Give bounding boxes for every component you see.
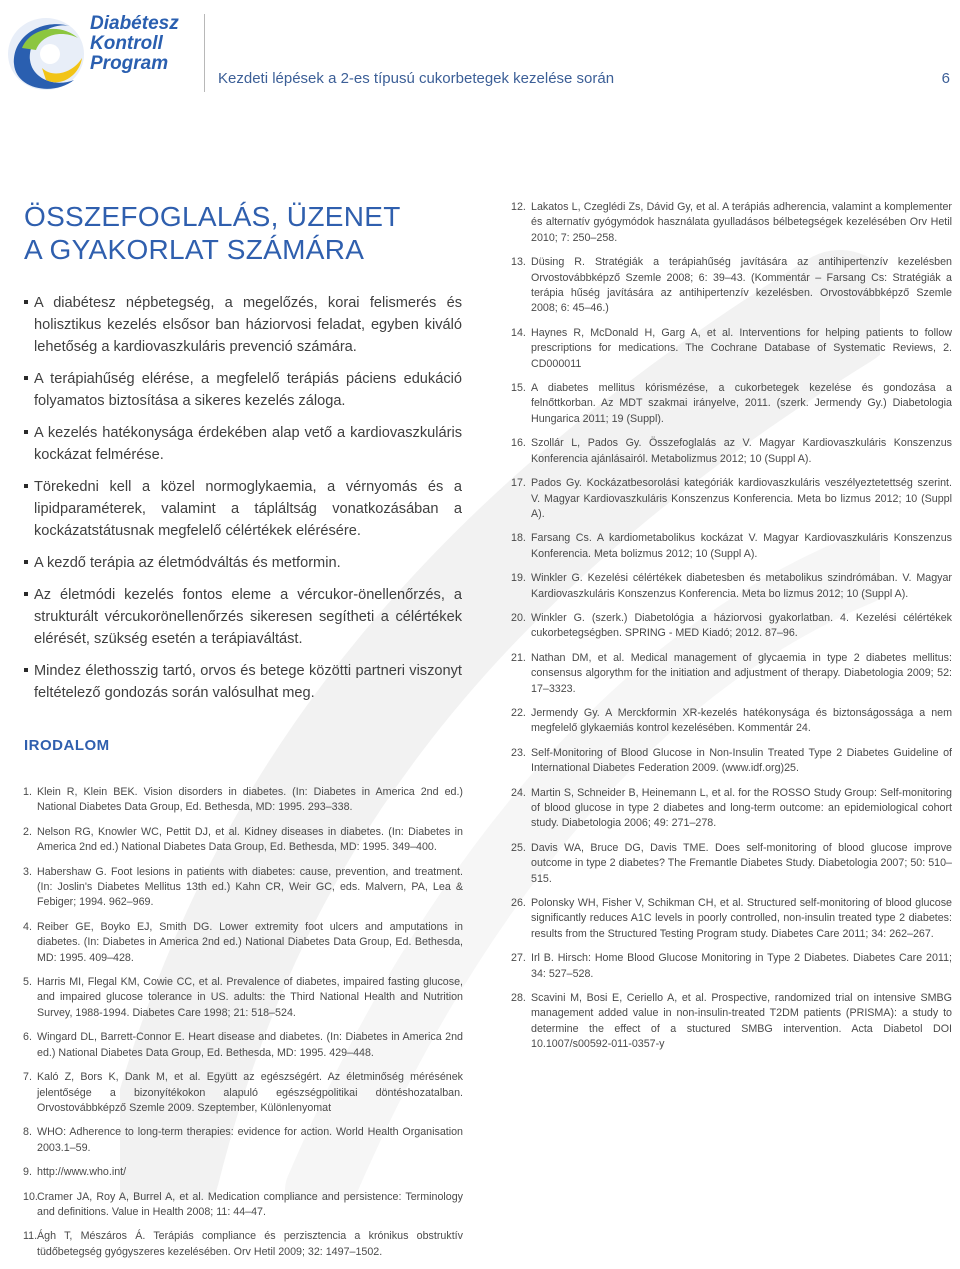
reference-item bbox=[511, 651, 952, 697]
summary-bullet: A kezdő terápia az életmódváltás és metformin. bbox=[24, 552, 462, 574]
reference-number: 11. bbox=[23, 1230, 38, 1243]
reference-text: Nelson RG, Knowler WC, Pettit DJ, et al. Kidney diseases in diabetes. (In: Diabetes in America 2nd ed.) National Diabetes Data Group, Ed. Bethesda, MD: 1995. 349–400. bbox=[37, 825, 463, 854]
reference-item bbox=[511, 841, 952, 887]
reference-number: 24. bbox=[511, 786, 526, 799]
reference-number: 17. bbox=[511, 477, 526, 490]
logo-line-2: Kontroll bbox=[90, 33, 163, 54]
reference-number: 28. bbox=[511, 992, 526, 1005]
section-title-line-1: ÖSSZEFOGLALÁS, ÜZENET bbox=[24, 201, 401, 232]
references-heading: IRODALOM bbox=[24, 737, 110, 754]
reference-item bbox=[511, 571, 952, 602]
summary-bullet: Mindez élethosszig tartó, orvos és betege közötti partneri viszonyt feltételező gondozás során valósulhat meg. bbox=[24, 660, 462, 704]
reference-number: 5. bbox=[23, 976, 32, 989]
summary-bullet: A diabétesz népbetegség, a megelőzés, korai felismerés és holisztikus kezelés elsősor ban háziorvosi feladat, egyben kiváló lehetőség a kardiovaszkuláris prevenció számára. bbox=[24, 292, 462, 358]
reference-item bbox=[511, 200, 952, 246]
reference-number: 10. bbox=[23, 1190, 38, 1203]
reference-number: 22. bbox=[511, 706, 526, 719]
reference-item bbox=[511, 476, 952, 522]
summary-bullet: Törekedni kell a közel normoglykaemia, a vérnyomás és a lipidparaméterek, valamint a tápláltság vonatkozásában a kockázatstátusnak megfelelő célértékek elérésére. bbox=[24, 476, 462, 542]
reference-item bbox=[23, 1125, 463, 1156]
summary-bullet-list bbox=[24, 292, 462, 704]
reference-text: Habershaw G. Foot lesions in patients with diabetes: cause, prevention, and treatment. (In: Joslin's Diabetes Mellitus 13th ed.) Kahn CR, Weir GC, eds. Malvern, PA, Lea & Febiger; 1994. 962–969. bbox=[37, 865, 463, 909]
reference-item bbox=[23, 920, 463, 966]
reference-number: 2. bbox=[23, 825, 32, 838]
reference-text: Martin S, Schneider B, Heinemann L, et al. for the ROSSO Study Group: Self-monitoring of blood glucose in type 2 diabetes and long-term outcome: an epidemiological cohort study. Diabetologia 2006; 49: 271–278. bbox=[531, 786, 952, 830]
header-divider bbox=[204, 14, 205, 92]
reference-item bbox=[23, 825, 463, 856]
reference-number: 26. bbox=[511, 897, 526, 910]
reference-text: Winkler G. Kezelési célértékek diabetesben és metabolikus szindrómában. V. Magyar Kardiovaszkuláris Konszenzus Konferencia. Meta bo lizmus 2012; 10 (Suppl A). bbox=[531, 572, 952, 600]
reference-text: Jermendy Gy. A Merckformin XR-kezelés hatékonysága és biztonságossága a nem megfelelő glykaemiás kontrol kezelésében. Kommentár 24. bbox=[531, 706, 952, 735]
reference-number: 9. bbox=[23, 1166, 32, 1179]
summary-section bbox=[24, 200, 462, 714]
reference-item bbox=[511, 786, 952, 832]
reference-text: Davis WA, Bruce DG, Davis TME. Does self-monitoring of blood glucose improve outcome in type 2 diabetes? The Fremantle Diabetes Study. Diabetologia 2007; 50: 510–515. bbox=[531, 841, 952, 885]
reference-item bbox=[511, 951, 952, 982]
reference-item bbox=[23, 1070, 463, 1116]
reference-item bbox=[23, 785, 463, 816]
reference-text: Haynes R, McDonald H, Garg A, et al. Interventions for helping patients to follow prescriptions for medications. The Cochrane Database of Systematic Reviews, 2. CD000011 bbox=[531, 326, 952, 370]
reference-item bbox=[23, 865, 463, 911]
logo-line-1: Diabétesz bbox=[90, 13, 179, 34]
reference-text: Kaló Z, Bors K, Dank M, et al. Együtt az egészségért. Az életminőség mérésének jelentősége a bizonyítékokon alapuló egészségpolitikai döntéshozatalban. Orvostovábbképző Szemle 2009. Szeptember, Különlenyomat bbox=[37, 1071, 463, 1114]
reference-number: 4. bbox=[23, 920, 32, 933]
page-number: 6 bbox=[941, 70, 950, 87]
reference-number: 12. bbox=[511, 201, 526, 213]
reference-item bbox=[511, 896, 952, 942]
reference-item bbox=[511, 381, 952, 427]
reference-text: Wingard DL, Barrett-Connor E. Heart disease and diabetes. (In: Diabetes in America 2nd ed.) National Diabetes Data Group, Ed. Bethesda, MD: 1995. 429–448. bbox=[37, 1031, 463, 1059]
reference-text: Düsing R. Stratégiák a terápiahűség javítására az antihipertenzív kezelésben Orvostovábbképző Szemle 2008; 6: 39–43. (Kommentár – Farsang Cs: Stratégiák a terápia hűség javítására az antihipertenzív kezelésben. Orvostovábbképző Szemle 2008; 6: 45–46.) bbox=[531, 256, 952, 315]
header-title: Kezdeti lépések a 2-es típusú cukorbetegek kezelése során bbox=[218, 70, 615, 87]
page-header bbox=[0, 0, 960, 120]
reference-text: Cramer JA, Roy A, Burrel A, et al. Medication compliance and persistence: Terminology and definitions. Value in Health 2008; 11: 44–47. bbox=[37, 1190, 463, 1218]
logo-line-3: Program bbox=[90, 53, 169, 74]
reference-number: 23. bbox=[511, 746, 526, 759]
reference-item bbox=[23, 1229, 463, 1260]
reference-item bbox=[23, 975, 463, 1021]
reference-number: 3. bbox=[23, 865, 32, 878]
reference-text: Harris MI, Flegal KM, Cowie CC, et al. Prevalence of diabetes, impaired fasting glucose, and impaired glucose tolerance in US. adults: the Third National Health and Nutrition Survey, 1988-1994. Diabetes Care 1998; 21: 518–524. bbox=[37, 976, 463, 1019]
reference-number: 7. bbox=[23, 1071, 32, 1084]
reference-text: http://www.who.int/ bbox=[37, 1166, 127, 1179]
reference-text: A diabetes mellitus kórismézése, a cukorbetegek kezelése és gondozása a felnőttkorban. Az MDT szakmai irányelve, 2011. (szerk. Jermendy Gy.) Diabetologia Hungarica 2011; 19 (Suppl). bbox=[531, 382, 952, 425]
reference-number: 8. bbox=[23, 1126, 32, 1139]
reference-list-right bbox=[511, 200, 952, 1053]
references-right-column bbox=[511, 200, 952, 1062]
reference-number: 19. bbox=[511, 572, 526, 585]
reference-text: Nathan DM, et al. Medical management of glycaemia in type 2 diabetes mellitus: consensus algorythm for the initiation and adjustment of therapy. Diabetologia 2009; 52: 17–3323. bbox=[531, 651, 952, 695]
reference-item bbox=[511, 326, 952, 372]
reference-text: Reiber GE, Boyko EJ, Smith DG. Lower extremity foot ulcers and amputations in diabetes. (In: Diabetes in America 2nd ed.) National Diabetes Data Group, Ed. Bethesda, MD: 1995. 409–428. bbox=[37, 920, 463, 964]
reference-text: Lakatos L, Czeglédi Zs, Dávid Gy, et al. A terápiás adherencia, valamint a komplementer és alternatív gyógymódok használata gyulladásos bélbetegségek kezelésében Orv Hetil 2010; 7: 250–258. bbox=[531, 201, 952, 244]
summary-bullet: A terápiahűség elérése, a megfelelő terápiás páciens edukáció folyamatos biztosítása a sikeres kezelés záloga. bbox=[24, 368, 462, 412]
reference-item bbox=[23, 1165, 463, 1180]
reference-text: Szollár L, Pados Gy. Összefoglalás az V. Magyar Kardiovaszkuláris Konszenzus Konferencia ajánlásairól. Metabolizmus 2012; 10 (Suppl A). bbox=[531, 437, 952, 465]
reference-number: 20. bbox=[511, 611, 526, 624]
reference-number: 18. bbox=[511, 532, 526, 545]
reference-number: 21. bbox=[511, 651, 526, 664]
reference-item bbox=[511, 611, 952, 642]
reference-text: Pados Gy. Kockázatbesorolási kategóriák kardiovaszkuláris veszélyeztetettség szerint. V. Magyar Kardiovaszkuláris Konszenzus Konferencia. Meta bo lizmus 2012; 10 (Suppl A). bbox=[531, 477, 952, 520]
reference-text: Klein R, Klein BEK. Vision disorders in diabetes. (In: Diabetes in America 2nd ed.) National Diabetes Data Group, Ed. Bethesda, MD: 1995. 293–338. bbox=[37, 786, 463, 814]
reference-item bbox=[511, 255, 952, 317]
reference-text: Irl B. Hirsch: Home Blood Glucose Monitoring in Type 2 Diabetes. Diabetes Care 2011; 34: 527–528. bbox=[531, 952, 952, 980]
reference-item bbox=[511, 706, 952, 737]
reference-number: 1. bbox=[23, 786, 32, 798]
section-title-line-2: A GYAKORLAT SZÁMÁRA bbox=[24, 234, 365, 265]
reference-item bbox=[511, 436, 952, 467]
section-title bbox=[24, 200, 462, 266]
reference-number: 13. bbox=[511, 256, 526, 269]
reference-list-left bbox=[23, 785, 463, 1260]
summary-bullet: A kezelés hatékonysága érdekében alap vető a kardiovaszkuláris kockázat felmérése. bbox=[24, 422, 462, 466]
reference-item bbox=[23, 1030, 463, 1061]
reference-number: 16. bbox=[511, 437, 526, 450]
reference-number: 14. bbox=[511, 326, 526, 339]
reference-number: 15. bbox=[511, 382, 526, 395]
reference-number: 27. bbox=[511, 952, 526, 965]
reference-text: Farsang Cs. A kardiometabolikus kockázat V. Magyar Kardiovaszkuláris Konszenzus Konferencia. Meta bolizmus 2012; 10 (Suppl A). bbox=[531, 532, 952, 560]
references-left-column bbox=[23, 785, 463, 1269]
reference-text: Winkler G. (szerk.) Diabetológia a háziorvosi gyakorlatban. 4. Kezelési célértékek cukorbetegségben. SPRING - MED Kiadó; 2012. 87–96. bbox=[531, 611, 952, 640]
reference-text: Self-Monitoring of Blood Glucose in Non-Insulin Treated Type 2 Diabetes Guideline of International Diabetes Federation 2009. (www.idf.org)25. bbox=[531, 746, 952, 775]
summary-bullet: Az életmódi kezelés fontos eleme a vércukor-önellenőrzés, a strukturált vércukorönellenőrzés sikeresen segítheti a célértékek elérését, szükség esetén a terápiaváltást. bbox=[24, 584, 462, 650]
logo-text bbox=[90, 14, 210, 74]
reference-text: Polonsky WH, Fisher V, Schikman CH, et al. Structured self-monitoring of blood glucose significantly reduces A1C levels in poorly controlled, non-insulin treated type 2 diabetes: results from the Structured Testing Program study. Diabetes Care 2011; 34: 262–267. bbox=[531, 897, 952, 940]
reference-text: Scavini M, Bosi E, Ceriello A, et al. Prospective, randomized trial on intensive SMBG management added value in non-insulin-treated T2DM patients (PRISMA): a study to determine the effect of a stuctured SMBG intervention. Acta Diabetol DOI 10.1007/s00592-011-0357-y bbox=[531, 992, 952, 1051]
reference-number: 6. bbox=[23, 1031, 32, 1044]
reference-item bbox=[511, 746, 952, 777]
reference-number: 25. bbox=[511, 841, 526, 854]
reference-item bbox=[511, 991, 952, 1053]
reference-text: WHO: Adherence to long-term therapies: evidence for action. World Health Organisation 2003.1–59. bbox=[37, 1126, 463, 1154]
reference-item bbox=[511, 531, 952, 562]
reference-item bbox=[23, 1190, 463, 1221]
reference-text: Ágh T, Mészáros Á. Terápiás compliance és perzisztencia a krónikus obstruktív tüdőbetegség gyógyszeres kezelésében. Orv Hetil 2009; 32: 1497–1502. bbox=[37, 1230, 463, 1258]
